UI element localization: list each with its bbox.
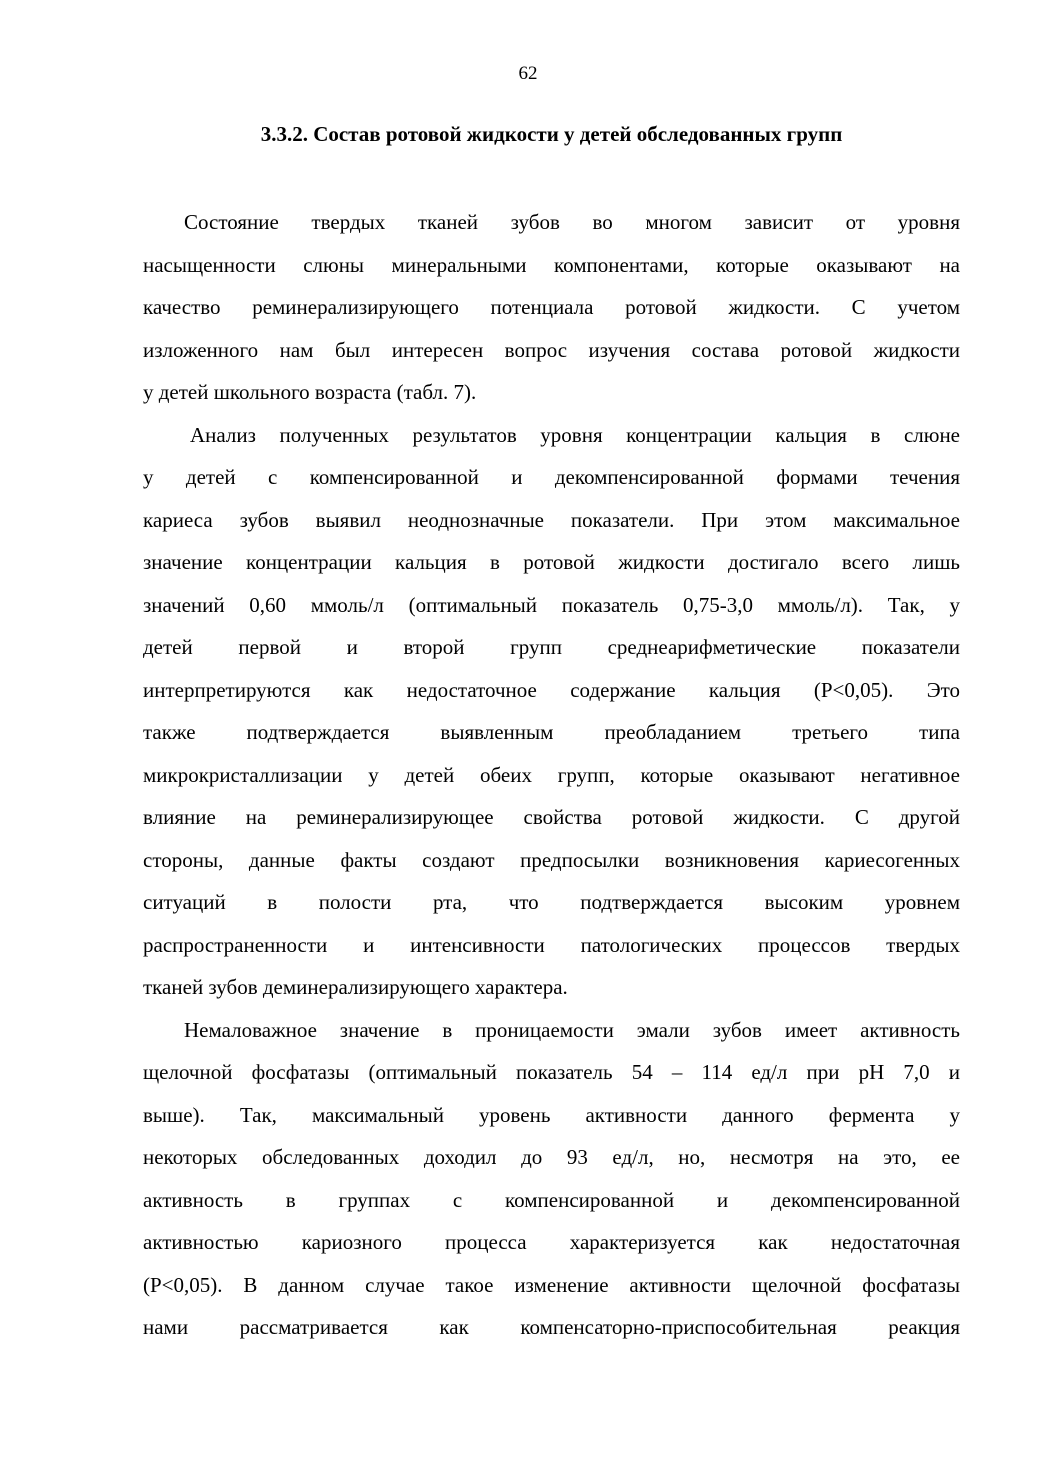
text-line: интерпретируются как недостаточное содержание кальция (P<0,05). Это [143,677,960,702]
text-line: микрокристаллизации у детей обеих групп, которые оказывают негативное [143,762,960,787]
text-line: (P<0,05). В данном случае такое изменение активности щелочной фосфатазы [143,1272,960,1297]
text-line: значение концентрации кальция в ротовой жидкости достигало всего лишь [143,550,960,574]
text-line: тканей зубов деминерализирующего характера. [143,975,568,999]
text-line: распространенности и интенсивности патологических процессов твердых [143,932,960,957]
text-line: Немаловажное значение в проницаемости эмали зубов имеет активность [184,1017,960,1042]
text-line: Анализ полученных результатов уровня концентрации кальция в слюне [190,422,960,447]
text-line: у детей с компенсированной и декомпенсированной формами течения [143,465,960,489]
section-heading: 3.3.2. Состав ротовой жидкости у детей обследованных групп [260,122,843,146]
text-line: насыщенности слюны минеральными компонентами, которые оказывают на [143,252,960,277]
text-line: нами рассматривается как компенсаторно-приспособительная реакция [143,1315,960,1339]
text-line: щелочной фосфатазы (оптимальный показатель 54 – 114 ед/л при pH 7,0 и [143,1060,960,1084]
text-line: также подтверждается выявленным преобладанием третьего типа [143,720,960,744]
paragraph-3 [143,1009,960,1349]
text-line: выше). Так, максимальный уровень активности данного фермента у [143,1102,960,1127]
paragraph-2 [143,414,960,1009]
text-line: кариеса зубов выявил неоднозначные показатели. При этом максимальное [143,507,960,532]
text-line: влияние на реминерализирующее свойства ротовой жидкости. С другой [143,805,960,829]
text-line: изложенного нам был интересен вопрос изучения состава ротовой жидкости [143,337,960,362]
body-text [143,201,960,1349]
page-number: 62 [518,63,538,84]
text-line: Состояние твердых тканей зубов во многом зависит от уровня [184,210,960,234]
text-line: стороны, данные факты создают предпосылки возникновения кариесогенных [143,847,960,872]
text-line: активность в группах с компенсированной и декомпенсированной [143,1187,960,1212]
text-line: некоторых обследованных доходил до 93 ед/л, но, несмотря на это, ее [143,1145,960,1169]
text-line: ситуаций в полости рта, что подтверждается высоким уровнем [143,890,960,914]
text-line: качество реминерализирующего потенциала ротовой жидкости. С учетом [143,295,960,319]
text-line: детей первой и второй групп среднеарифметические показатели [143,635,960,659]
text-line: активностью кариозного процесса характеризуется как недостаточная [143,1230,960,1254]
text-line: значений 0,60 ммоль/л (оптимальный показатель 0,75-3,0 ммоль/л). Так, у [143,592,960,617]
paragraph-1 [143,201,960,414]
text-line: у детей школьного возраста (табл. 7). [143,380,477,404]
